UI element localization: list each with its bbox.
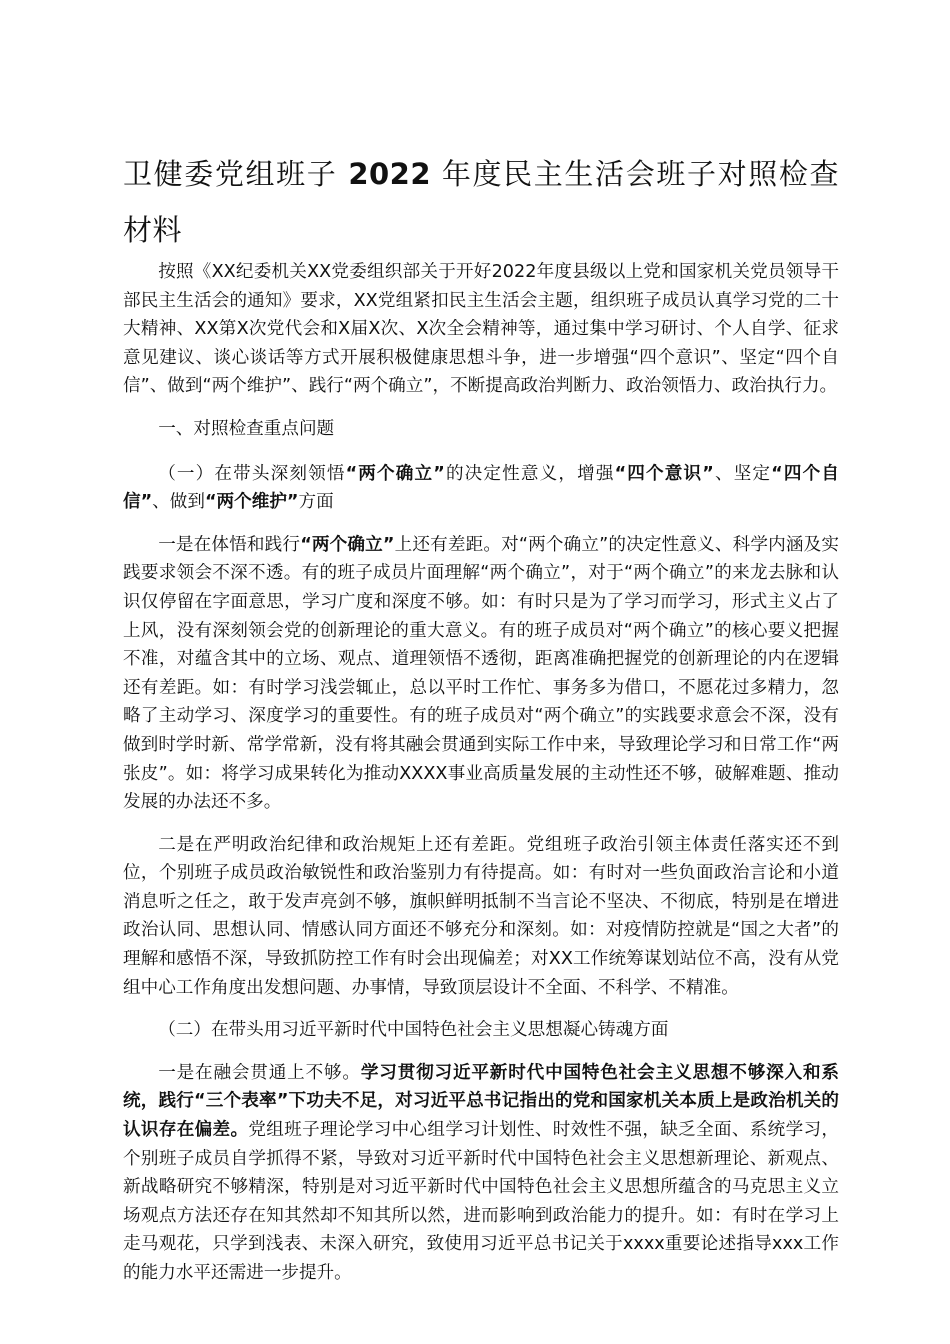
paragraph-2: 二是在严明政治纪律和政治规矩上还有差距。党组班子政治引领主体责任落实还不到位，个别班子成员政治敏锐性和政治鉴别力有待提高。如：有时对一些负面政治言论和小道消息听之任之，敢于发声亮剑不够，旗帜鲜明抵制不当言论不坚决、不彻底，特别是在增进政治认同、思想认同、情感认同方面还不够充分和深刻。如：对疫情防控就是“国之大者”的理解和感悟不深，导致抓防控工作有时会出现偏差；对XX工作统筹谋划站位不高，没有从党组中心工作角度出发想问题、办事情，导致顶层设计不全面、不科学、不精准。 bbox=[123, 834, 839, 998]
sub1-emphasis-f: “四个自信” bbox=[123, 463, 839, 513]
sub1-text-a: （一）在带头深刻领悟 bbox=[158, 463, 346, 484]
section-heading-1: 一、对照检查重点问题 bbox=[158, 418, 335, 439]
intro-paragraph: 按照《XX纪委机关XX党委组织部关于开好2022年度县级以上党和国家机关党员领导干部民主生活会的通知》要求，XX党组紧扣民主生活会主题，组织班子成员认真学习党的二十大精神、XX第X次党代会和X届X次、X次全会精神等，通过集中学习研讨、个人自学、征求意见建议、谈心谈话等方式开展积极健康思想斗争，进一步增强“四个意识”、坚定“四个自信”、做到“两个维护”、践行“两个确立”，不断提高政治判断力、政治领悟力、政治执行力。 bbox=[123, 262, 839, 397]
sub1-text-g: 、做到 bbox=[152, 492, 205, 513]
p1-emphasis-b: “两个确立” bbox=[300, 534, 395, 555]
title-part-2: 年度民主生活会班子对照检查材料 bbox=[123, 157, 839, 247]
p3-text-a: 一是在融会贯通上不够。 bbox=[158, 1062, 361, 1083]
p3-text-c: 党组班子理论学习中心组学习计划性、时效性不强，缺乏全面、系统学习，个别班子成员自学抓得不紧，导致对习近平新时代中国特色社会主义思想新理论、新观点、新战略研究不够精深，特别是对习近平新时代中国特色社会主义思想所蕴含的马克思主义立场观点方法还存在知其然却不知其所以然，进而影响到政治能力的提升。如：有时在学习上走马观花，只学到浅表、未深入研究，致使用习近平总书记关于xxxx重要论述指导xxx工作的能力水平还需进一步提升。 bbox=[123, 1120, 839, 1283]
sub1-emphasis-b: “两个确立” bbox=[345, 463, 445, 484]
title-part-1: 卫健委党组班子 bbox=[123, 157, 338, 191]
p1-text-c: 上还有差距。对“两个确立”的决定性意义、科学内涵及实践要求领会不深不透。有的班子成员片面理解“两个确立”，对于“两个确立”的来龙去脉和认识仅停留在字面意思，学习广度和深度不够。如：有时只是为了学习而学习，形式主义占了上风，没有深刻领会党的创新理论的重大意义。有的班子成员对“两个确立”的核心要义把握不准，对蕴含其中的立场、观点、道理领悟不透彻，距离准确把握党的创新理论的内在逻辑还有差距。如：有时学习浅尝辄止，总以平时工作忙、事务多为借口，不愿花过多精力，忽略了主动学习、深度学习的重要性。有的班子成员对“两个确立”的实践要求意会不深，没有做到时学时新、常学常新，没有将其融会贯通到实际工作中来，导致理论学习和日常工作“两张皮”。如：将学习成果转化为推动XXXX事业高质量发展的主动性还不够，破解难题、推动发展的办法还不多。 bbox=[123, 534, 839, 813]
p1-text-a: 一是在体悟和践行 bbox=[158, 534, 301, 555]
sub1-emphasis-d: “四个意识” bbox=[614, 463, 714, 484]
p3-emphasis-b: 学习贯彻习近平新时代中国特色社会主义思想不够深入和系统，践行“三个表率”下功夫不足，对习近平总书记指出的党和国家机关本质上是政治机关的认识存在偏差。 bbox=[123, 1062, 839, 1141]
sub1-text-i: 方面 bbox=[298, 492, 334, 513]
document-body bbox=[123, 258, 839, 1302]
paragraph-1 bbox=[123, 531, 839, 817]
subsection-heading-1 bbox=[123, 460, 839, 517]
sub1-emphasis-h: “两个维护” bbox=[204, 492, 299, 513]
paragraph-3 bbox=[123, 1059, 839, 1288]
document-title bbox=[123, 146, 839, 258]
sub1-text-c: 的决定性意义，增强 bbox=[444, 463, 615, 484]
subsection-heading-2: （二）在带头用习近平新时代中国特色社会主义思想凝心铸魂方面 bbox=[158, 1020, 669, 1041]
title-year: 2022 bbox=[348, 157, 432, 191]
sub1-text-e: 、坚定 bbox=[713, 463, 772, 484]
